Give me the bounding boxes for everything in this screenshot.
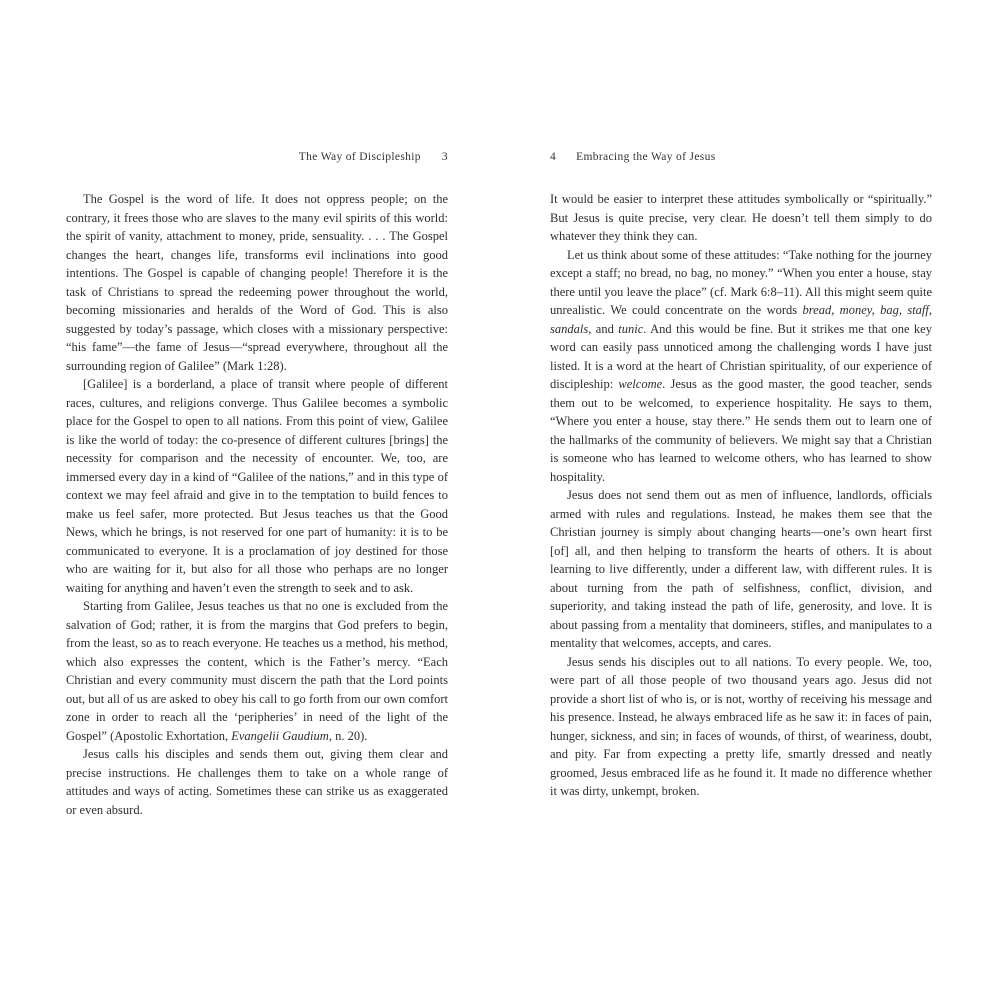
left-page-number: 3 bbox=[441, 151, 448, 163]
italic-term: bread, money, bag, staff, sandals, bbox=[550, 303, 932, 336]
paragraph: The Gospel is the word of life. It does not oppress people; on the contrary, it frees those who are slaves to the many evil spirits of this world: the spirit of vanity, attachment to money, pride, sensuality. . . . The Gospel changes the heart, changes life, transforms evil inclinations into good intentions. The Gospel is capable of changing people! Therefore it is the task of Christians to spread the redeeming power throughout the world, becoming missionaries and heralds of the Word of God. This is also suggested by today’s passage, which closes with a missionary perspective: “his fame”—the fame of Jesus—“spread everywhere, throughout all the surrounding region of Galilee” (Mark 1:28). bbox=[66, 192, 448, 373]
right-page bbox=[550, 151, 932, 801]
italic-term: Evangelii Gaudium bbox=[231, 728, 329, 743]
right-page-body bbox=[550, 190, 932, 801]
paragraph: [Galilee] is a borderland, a place of transit where people of different races, cultures, and religions converge. Thus Galilee becomes a symbolic place for the Gospel to open to all nations. From this point of view, Galilee is like the world of today: the co-presence of different cultures [brings] the necessity for comparison and the necessity of encounter. We, too, are immersed every day in a kind of “Galilee of the nations,” and in this type of context we may feel afraid and give in to the temptation to build fences to make us feel safer, more protected. But Jesus teaches us that the Good News, which he brings, is not reserved for one part of humanity: it is to be communicated to everyone. It is a proclamation of joy destined for those who are waiting for it, but also for all those who perhaps are no longer waiting for anything and haven’t even the strength to seek and to ask. bbox=[66, 377, 448, 595]
paragraph: It would be easier to interpret these attitudes symbolically or “spiritually.” But Jesus is quite precise, very clear. He doesn’t tell them simply to do whatever they think they can. bbox=[550, 192, 932, 243]
paragraph: Starting from Galilee, Jesus teaches us that no one is excluded from the salvation of God; rather, it is from the margins that God prefers to begin, from the least, so as to reach everyone. He teaches us a method, his method, which also expresses the content, which is the Father’s mercy. “Each Christian and every community must discern the path that the Lord points out, but all of us are asked to obey his call to go forth from our own comfort zone in order to reach all the ‘peripheries’ in need of the light of the Gospel” (Apostolic Exhortation, Evangelii Gaudium, n. 20). bbox=[66, 599, 448, 743]
left-page-body bbox=[66, 190, 448, 819]
paragraph: Jesus calls his disciples and sends them out, giving them clear and precise instructions. He challenges them to take on a whole range of attitudes and ways of acting. Sometimes these can strike us as exaggerated or even absurd. bbox=[66, 747, 448, 817]
paragraph: Jesus sends his disciples out to all nations. To every people. We, too, were part of all those people of two thousand years ago. Jesus did not provide a short list of who is, or is not, worthy of receiving his message and his presence. Instead, he always embraced life as he saw it: in faces of pain, hunger, sickness, and sin; in faces of wounds, of thirst, of weariness, doubt, and pity. Far from expecting a pretty life, smartly dressed and neatly groomed, Jesus embraced life as he found it. It made no difference whether it was dirty, unkempt, broken. bbox=[550, 654, 932, 798]
right-page-chapter-title: Embracing the Way of Jesus bbox=[576, 151, 716, 163]
paragraph: Jesus does not send them out as men of influence, landlords, officials armed with rules and regulations. Instead, he makes them see that the Christian journey is simply about changing hearts—one’s own heart first [of] all, and then helping to transform the hearts of others. It is about learning to live differently, under a different law, with different rules. It is about turning from the path of selfishness, conflict, division, and superiority, and taking instead the path of life, generosity, and love. It is about passing from a mentality that domineers, stifles, and manipulates to a mentality that welcomes, accepts, and cares. bbox=[550, 488, 932, 650]
italic-term: welcome bbox=[618, 377, 663, 391]
left-page bbox=[66, 151, 448, 819]
italic-term: tunic bbox=[618, 321, 644, 336]
left-page-chapter-title: The Way of Discipleship bbox=[298, 151, 421, 163]
paragraph: Let us think about some of these attitudes: “Take nothing for the journey except a staff; no bread, no bag, no money.” “When you enter a house, stay there until you leave the place” (cf. Mark 6:8–11). All this might seem quite unrealistic. We could concentrate on the words bread, money, bag, staff, sandals, and tunic. And this would be fine. But it strikes me that one key word can easily pass unnoticed among the challenging words I have just listed. It is a word at the heart of Christian spirituality, of our experience of discipleship: welcome. Jesus as the good master, the good teacher, sends them out to be welcomed, to experience hospitality. He says to them, “Where you enter a house, stay there.” He sends them out to learn one of the hallmarks of the community of believers. We might say that a Christian is someone who has learned to welcome others, who has learned to show hospitality. bbox=[550, 247, 932, 484]
right-page-running-head bbox=[550, 151, 932, 163]
left-page-running-head bbox=[66, 151, 448, 163]
right-page-number: 4 bbox=[550, 151, 557, 163]
